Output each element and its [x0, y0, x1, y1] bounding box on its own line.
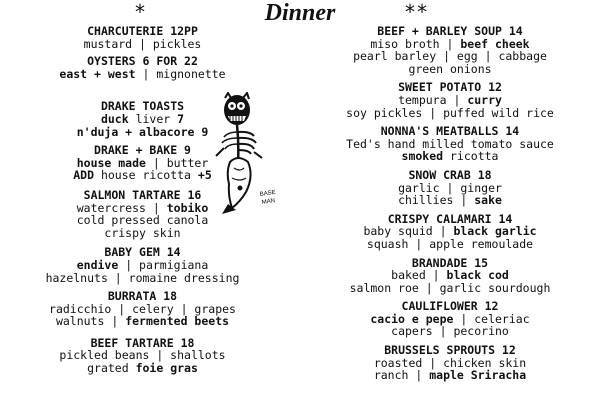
menu-item-description	[0, 362, 285, 375]
description-text: watercress |	[76, 200, 167, 215]
description-text: soy pickles | puffed wild rice	[346, 105, 554, 120]
description-text: baked |	[391, 268, 447, 283]
menu-item-name: SWEET POTATO 12	[398, 80, 502, 95]
right-menu-column	[300, 25, 600, 382]
menu-item	[300, 125, 600, 163]
description-highlight: sake	[474, 193, 502, 208]
menu-item-name: SALMON TARTARE 16	[83, 187, 202, 202]
description-text: radicchio | celery | grapes	[49, 301, 236, 316]
menu-item	[300, 213, 600, 251]
menu-item-name: BABY GEM 14	[104, 245, 181, 260]
description-text: | celeriac	[453, 311, 530, 326]
menu-title: Dinner	[264, 0, 336, 26]
fish-skeleton-illustration	[210, 92, 290, 214]
description-text: ricotta	[443, 149, 499, 164]
menu-item	[300, 169, 600, 207]
menu-item	[0, 290, 285, 328]
description-text: grated	[87, 361, 136, 376]
description-highlight: endive	[76, 257, 119, 272]
menu-item-name: BEEF + BARLEY SOUP 14	[377, 24, 523, 38]
description-text: pickled beans | shallots	[59, 348, 226, 363]
menu-item-name: SNOW CRAB 18	[408, 167, 492, 182]
description-text: crispy skin	[104, 225, 181, 240]
description-text: tempura |	[398, 92, 468, 107]
menu-item-description	[300, 194, 600, 207]
menu-item	[0, 246, 285, 284]
menu-item-name: OYSTERS 6 FOR 22	[87, 54, 198, 69]
menu-item-description	[300, 107, 600, 120]
description-text: mustard | pickles	[83, 36, 202, 51]
menu-item-name: CHARCUTERIE 12PP	[87, 24, 198, 38]
menu-item-name: BRANDADE 15	[411, 255, 489, 270]
description-text: garlic | ginger	[398, 180, 502, 195]
menu-item-description	[300, 369, 600, 382]
description-highlight: foie gras	[135, 361, 198, 376]
description-highlight: duck	[100, 111, 129, 126]
description-text: ranch |	[373, 368, 430, 383]
description-highlight: beef cheek	[460, 36, 530, 51]
description-text: walnuts |	[55, 314, 126, 329]
description-text: squash | apple remoulade	[366, 236, 534, 251]
menu-item-name: CAULIFLOWER 12	[401, 299, 499, 314]
menu-item	[0, 25, 285, 50]
description-highlight: +5	[197, 168, 212, 183]
svg-text:BASE: BASE	[259, 189, 277, 198]
description-highlight: black cod	[446, 268, 509, 283]
description-highlight: cacio e pepe	[370, 311, 454, 326]
description-text: chillies |	[398, 193, 475, 208]
description-text: Ted's hand milled tomato sauce	[346, 136, 554, 151]
description-highlight: house made	[76, 155, 146, 170]
svg-text:MAN: MAN	[261, 198, 276, 206]
description-highlight: maple Sriracha	[429, 368, 527, 383]
menu-item-description	[0, 68, 285, 81]
description-text: miso broth |	[370, 36, 461, 51]
description-text: | mignonette	[135, 66, 226, 81]
description-text: capers | pecorino	[391, 324, 509, 339]
menu-item-name: DRAKE + BAKE 9	[94, 143, 191, 158]
menu-item-name: DRAKE TOASTS	[100, 99, 185, 114]
menu-item	[0, 337, 285, 375]
menu-item-name: CRISPY CALAMARI 14	[387, 211, 513, 226]
menu-item-name: BEEF TARTARE 18	[90, 335, 195, 350]
star-right: **	[404, 0, 429, 24]
menu-item-description	[0, 315, 285, 328]
menu-item	[300, 344, 600, 382]
menu-item-name: BURRATA 18	[107, 289, 178, 304]
description-text: salmon roe | garlic sourdough	[349, 280, 551, 295]
menu-item	[0, 55, 285, 80]
menu-item-name: NONNA'S MEATBALLS 14	[380, 124, 520, 139]
menu-item	[300, 300, 600, 338]
star-left: *	[134, 0, 147, 24]
menu-item-description	[300, 238, 600, 251]
menu-item-description	[0, 227, 285, 240]
description-text: cold pressed canola	[76, 213, 209, 228]
menu-item-description	[300, 63, 600, 76]
menu-item-description	[300, 282, 600, 295]
description-highlight: 7	[177, 111, 185, 126]
menu-item	[300, 25, 600, 75]
menu-item-description	[300, 325, 600, 338]
description-text: green onions	[408, 61, 492, 76]
description-text: roasted | chicken skin	[373, 355, 527, 370]
description-highlight: curry	[467, 92, 502, 107]
description-text: | butter	[145, 155, 209, 170]
description-text: pearl barley | egg | cabbage	[353, 49, 547, 64]
menu-item-description	[0, 272, 285, 285]
description-highlight: black garlic	[453, 224, 537, 239]
menu-item	[300, 81, 600, 119]
description-highlight: fermented beets	[125, 314, 230, 329]
description-text: liver	[128, 111, 178, 126]
description-highlight: tobiko	[166, 200, 209, 215]
description-highlight: smoked	[401, 149, 444, 164]
description-text: baby squid |	[363, 224, 454, 239]
description-highlight: n'duja + albacore 9	[76, 124, 209, 139]
description-highlight: ADD	[73, 168, 95, 183]
description-highlight: east + west	[59, 66, 136, 81]
description-text: house ricotta	[94, 168, 198, 183]
menu-item	[300, 257, 600, 295]
menu-item-description	[0, 38, 285, 51]
description-text: | parmigiana	[118, 257, 209, 272]
menu-item-description	[300, 150, 600, 163]
description-text: hazelnuts | romaine dressing	[45, 270, 240, 285]
menu-item-name: BRUSSELS SPROUTS 12	[384, 343, 516, 358]
